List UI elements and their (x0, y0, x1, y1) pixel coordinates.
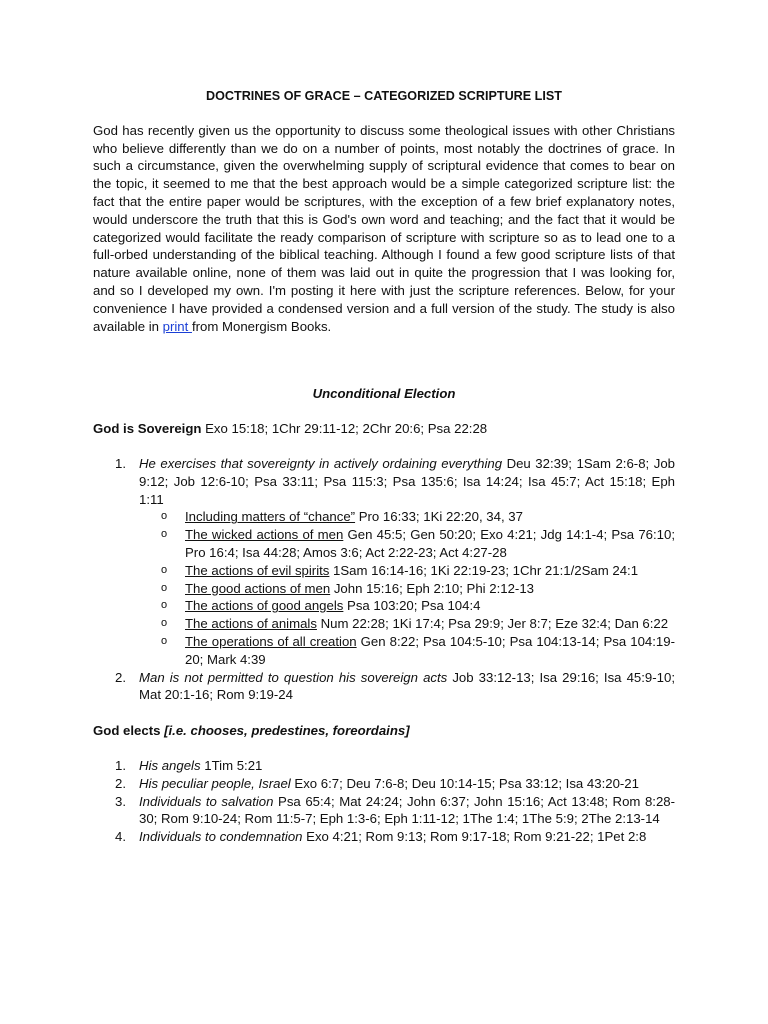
sub-list-item (139, 562, 675, 580)
sovereignty-list (93, 455, 675, 704)
bullet-icon: o (161, 581, 168, 594)
spacer (93, 704, 675, 722)
sub-list-item (139, 508, 675, 526)
sub-item-refs: Pro 16:33; 1Ki 22:20, 34, 37 (355, 509, 523, 525)
sub-list-item (139, 526, 675, 562)
heading-god-is-sovereign (93, 420, 675, 438)
election-list (93, 757, 675, 846)
item-label: Individuals to salvation (139, 793, 274, 809)
item-label: He exercises that sovereignty in actively ordaining everything (139, 455, 503, 471)
sub-item-refs: Num 22:28; 1Ki 17:4; Psa 29:9; Jer 8:7; Eze 32:4; Dan 6:22 (316, 616, 669, 632)
print-link[interactable]: print (162, 318, 192, 334)
heading-label: God elects (93, 723, 161, 739)
sub-item-refs: Gen 45:5; Gen 50:20; Exo 4:21; Jdg 14:1-4; Psa 76:10; Pro 16:4; Isa 44:28; Amos 3:6; Act 2:22-23; Act 4:27-28 (185, 527, 675, 560)
intro-paragraph (93, 122, 675, 336)
intro-text-end: from Monergism Books. (191, 318, 332, 334)
heading-god-elects (93, 722, 675, 740)
item-refs: 1Tim 5:21 (200, 757, 263, 773)
sub-item-label: The good actions of men (185, 580, 331, 596)
list-item (93, 455, 675, 669)
sub-item-label: The actions of evil spirits (185, 562, 330, 578)
list-number: 1. (115, 757, 126, 773)
intro-text: God has recently given us the opportunity to discuss some theological issues with other Christians who believe differently than we do on a number of points, most notably the doctrines of grace. In such a circumstance, given the overwhelming supply of scriptural evidence that comes to bear on the topic, it seemed to me that the best approach would be a simple categorized scripture list: the fact that the entire paper would be scriptures, with the exception of a few brief explanatory notes, would underscore the truth that this is God's own word and teaching; and the fact that it would be categorized would facilitate the ready comparison of scripture with scripture so as to lead one to a full-orbed understanding of the biblical teaching. Although I found a few good scripture lists of that nature available online, none of them was laid out in quite the progression that I was looking for, and so I developed my own. I'm posting it here with just the scripture references. Below, for your convenience I have provided a condensed version and a full version of the study. The study is also available in (93, 122, 675, 334)
item-label: His peculiar people, Israel (139, 775, 291, 791)
sub-item-label: Including matters of “chance” (185, 509, 356, 525)
sub-item-refs: Gen 8:22; Psa 104:5-10; Psa 104:13-14; Psa 104:19-20; Mark 4:39 (185, 633, 675, 667)
sub-item-refs: 1Sam 16:14-16; 1Ki 22:19-23; 1Chr 21:1/2Sam 24:1 (329, 562, 639, 578)
heading-note: [i.e. chooses, predestines, foreordains] (160, 723, 410, 739)
list-number: 2. (115, 669, 126, 685)
sub-list-item (139, 580, 675, 598)
bullet-icon: o (161, 510, 168, 523)
sub-item-label: The actions of animals (185, 616, 317, 632)
item-refs: Deu 32:39; 1Sam 2:6-8; Job 9:12; Job 12:6-10; Psa 33:11; Psa 115:3; Psa 135:6; Isa 14:24; Isa 45:7; Act 15:18; Eph 1:11 (139, 455, 675, 507)
item-refs: Psa 65:4; Mat 24:24; John 6:37; John 15:16; Act 13:48; Rom 8:28-30; Rom 9:10-24; Rom 11:5-7; Eph 1:3-6; Eph 1:11-12; 1The 1:4; 1The 5:9; 2The 2:13-14 (139, 793, 676, 827)
item-label: Individuals to condemnation (139, 829, 303, 845)
item-label: His angels (139, 757, 201, 773)
document-title: DOCTRINES OF GRACE – CATEGORIZED SCRIPTURE LIST (206, 89, 562, 103)
list-number: 4. (115, 829, 126, 845)
list-item (93, 775, 675, 793)
item-label: Man is not permitted to question his sovereign acts (139, 669, 448, 685)
list-item (93, 757, 675, 775)
sub-item-refs: John 15:16; Eph 2:10; Phi 2:12-13 (330, 580, 534, 596)
section-title: Unconditional Election (312, 386, 456, 402)
sub-list-item (139, 597, 675, 615)
heading-refs: Exo 15:18; 1Chr 29:11-12; 2Chr 20:6; Psa 22:28 (201, 421, 488, 437)
sub-list-item (139, 615, 675, 633)
sub-item-label: The actions of good angels (185, 598, 344, 614)
heading-label: God is Sovereign (93, 421, 202, 437)
document-page (93, 88, 675, 846)
list-item (93, 828, 675, 846)
bullet-icon: o (161, 634, 168, 647)
sub-list (139, 508, 675, 668)
list-number: 1. (115, 455, 126, 471)
sub-item-label: The operations of all creation (185, 633, 357, 649)
item-refs: Job 33:12-13; Isa 29:16; Isa 45:9-10; Mat 20:1-16; Rom 9:19-24 (139, 669, 675, 703)
sub-item-label: The wicked actions of men (185, 527, 344, 543)
list-item (93, 669, 675, 705)
item-refs: Exo 4:21; Rom 9:13; Rom 9:17-18; Rom 9:21-22; 1Pet 2:8 (302, 829, 647, 845)
bullet-icon: o (161, 617, 168, 630)
list-number: 2. (115, 775, 126, 791)
bullet-icon: o (161, 528, 168, 541)
sub-list-item (139, 633, 675, 669)
bullet-icon: o (161, 599, 168, 612)
bullet-icon: o (161, 563, 168, 576)
item-refs: Exo 6:7; Deu 7:6-8; Deu 10:14-15; Psa 33:12; Isa 43:20-21 (290, 775, 639, 791)
list-number: 3. (115, 793, 126, 809)
sub-item-refs: Psa 103:20; Psa 104:4 (343, 598, 481, 614)
list-item (93, 793, 675, 829)
